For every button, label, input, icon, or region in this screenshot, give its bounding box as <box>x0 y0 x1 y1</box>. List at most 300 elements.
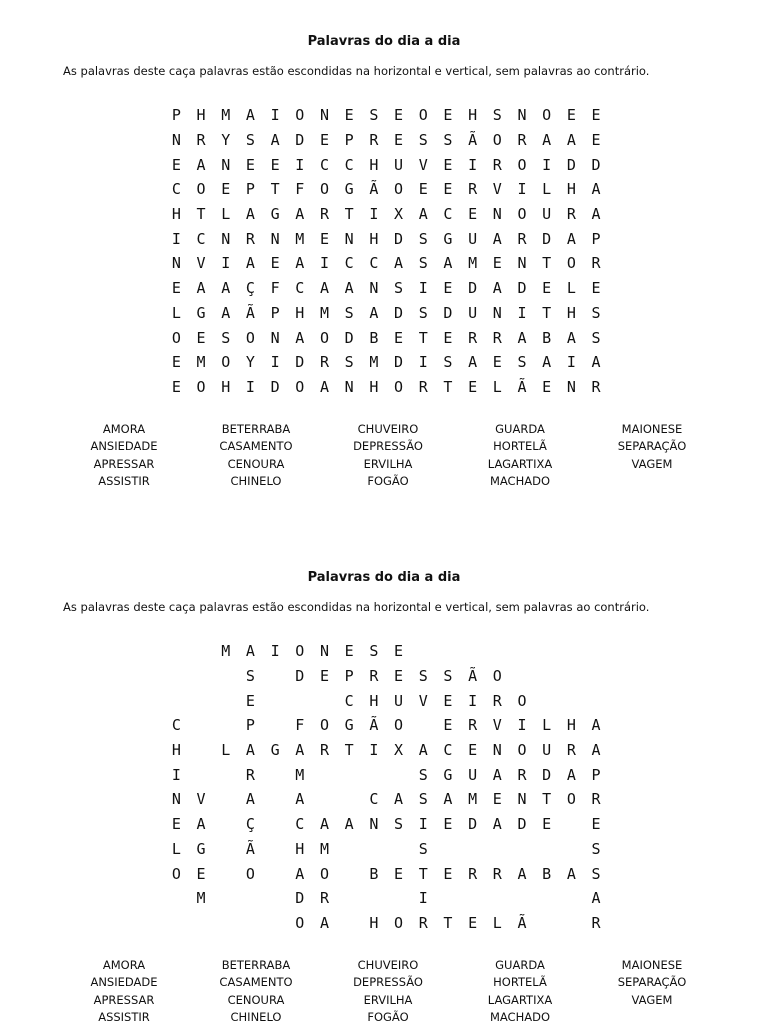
grid-letter <box>436 642 461 660</box>
grid-row <box>164 375 608 400</box>
word-item: MAIONESE <box>621 422 683 436</box>
grid-letter: E <box>394 328 404 347</box>
grid-letter: O <box>517 691 527 710</box>
grid-letter: Ç <box>245 279 255 298</box>
grid-letter: N <box>221 229 231 248</box>
grid-letter: O <box>394 716 404 735</box>
grid-letter <box>559 692 584 710</box>
grid-letter: I <box>468 691 478 710</box>
grid-row <box>164 886 608 911</box>
grid-letter: N <box>566 377 576 396</box>
grid-letter <box>287 692 312 710</box>
grid-letter: A <box>566 229 576 248</box>
grid-letter: R <box>319 353 329 372</box>
grid-row <box>164 226 608 251</box>
grid-letter: E <box>171 377 181 396</box>
grid-letter: O <box>492 667 502 686</box>
grid-letter <box>436 889 461 907</box>
grid-letter <box>362 766 387 784</box>
grid-letter: A <box>245 790 255 809</box>
grid-letter: R <box>591 790 601 809</box>
grid-letter: V <box>492 716 502 735</box>
grid-letter: A <box>295 328 305 347</box>
grid-letter: C <box>443 205 453 224</box>
grid-letter: P <box>591 765 601 784</box>
word-item: FOGÃO <box>367 1010 409 1025</box>
grid-letter <box>436 840 461 858</box>
grid-letter: Ã <box>517 377 527 396</box>
grid-letter: U <box>468 229 478 248</box>
puzzle-instructions: As palavras deste caça palavras estão escondidas na horizontal e vertical, sem palavras ao contrário. <box>63 600 650 614</box>
grid-letter: V <box>492 180 502 199</box>
grid-row <box>164 688 608 713</box>
grid-letter: O <box>171 864 181 883</box>
grid-letter <box>460 889 485 907</box>
word-item: GUARDA <box>495 958 545 972</box>
grid-letter: S <box>418 229 428 248</box>
grid-letter: S <box>492 106 502 125</box>
grid-letter <box>362 840 387 858</box>
grid-letter: F <box>270 279 280 298</box>
grid-letter: O <box>394 180 404 199</box>
word-item: CHUVEIRO <box>357 958 419 972</box>
grid-letter <box>386 840 411 858</box>
word-item: CASAMENTO <box>219 975 293 990</box>
grid-letter <box>485 889 510 907</box>
grid-letter: A <box>591 716 601 735</box>
grid-letter <box>559 914 584 932</box>
grid-letter: R <box>319 889 329 908</box>
grid-letter: H <box>171 205 181 224</box>
word-item: ANSIEDADE <box>90 439 158 454</box>
grid-letter: T <box>443 377 453 396</box>
word-item: SEPARAÇÃO <box>617 439 687 454</box>
grid-letter <box>411 716 436 734</box>
grid-letter: T <box>542 303 552 322</box>
grid-letter: A <box>542 353 552 372</box>
grid-letter: E <box>270 155 280 174</box>
grid-letter: T <box>344 741 354 760</box>
grid-letter: S <box>418 303 428 322</box>
grid-letter <box>559 889 584 907</box>
grid-letter: E <box>245 155 255 174</box>
grid-letter: I <box>517 303 527 322</box>
grid-letter <box>510 642 535 660</box>
grid-row <box>164 177 608 202</box>
grid-letter: T <box>443 913 453 932</box>
grid-letter: A <box>196 279 206 298</box>
puzzle-title: Palavras do dia a dia <box>307 570 461 585</box>
grid-letter: A <box>418 205 428 224</box>
grid-letter: Ã <box>245 839 255 858</box>
grid-letter: T <box>418 328 428 347</box>
grid-letter: F <box>295 716 305 735</box>
grid-letter <box>386 889 411 907</box>
grid-letter: I <box>171 765 181 784</box>
grid-letter: I <box>369 205 379 224</box>
grid-letter: O <box>542 106 552 125</box>
solution-grid <box>164 639 608 935</box>
letter-grid <box>164 103 608 399</box>
grid-letter: A <box>566 765 576 784</box>
grid-letter: E <box>591 815 601 834</box>
grid-letter: E <box>443 815 453 834</box>
grid-letter <box>189 716 214 734</box>
grid-letter: A <box>245 642 255 661</box>
grid-letter: O <box>394 913 404 932</box>
grid-letter: L <box>171 839 181 858</box>
grid-letter: C <box>171 716 181 735</box>
grid-letter: E <box>468 377 478 396</box>
grid-letter: X <box>394 205 404 224</box>
grid-letter <box>534 914 559 932</box>
grid-letter <box>263 667 288 685</box>
grid-letter: R <box>319 205 329 224</box>
grid-row <box>164 639 608 664</box>
grid-letter: H <box>468 106 478 125</box>
grid-letter: I <box>418 279 428 298</box>
grid-letter: S <box>418 790 428 809</box>
grid-letter: T <box>270 180 280 199</box>
grid-letter: S <box>591 328 601 347</box>
grid-letter: Ç <box>245 815 255 834</box>
grid-letter: O <box>295 106 305 125</box>
grid-letter <box>263 889 288 907</box>
grid-letter: E <box>591 131 601 150</box>
grid-letter: C <box>295 279 305 298</box>
grid-letter <box>534 840 559 858</box>
grid-letter: E <box>394 131 404 150</box>
grid-letter: O <box>566 790 576 809</box>
grid-letter <box>164 692 189 710</box>
grid-letter: S <box>418 254 428 273</box>
grid-letter <box>510 889 535 907</box>
grid-letter <box>189 766 214 784</box>
grid-letter: I <box>319 254 329 273</box>
grid-row <box>164 762 608 787</box>
grid-row <box>164 325 608 350</box>
puzzle-title: Palavras do dia a dia <box>307 34 461 49</box>
grid-letter: P <box>245 180 255 199</box>
grid-letter: T <box>542 254 552 273</box>
grid-letter: R <box>517 765 527 784</box>
grid-letter <box>238 889 263 907</box>
grid-letter: M <box>468 790 478 809</box>
grid-row <box>164 276 608 301</box>
word-item: HORTELÃ <box>493 975 547 990</box>
grid-letter: M <box>196 889 206 908</box>
word-item: SEPARAÇÃO <box>617 975 687 990</box>
grid-letter: C <box>171 180 181 199</box>
grid-letter: Ã <box>468 131 478 150</box>
grid-letter: D <box>394 229 404 248</box>
grid-letter: G <box>443 765 453 784</box>
grid-letter <box>164 889 189 907</box>
grid-letter <box>213 766 238 784</box>
grid-letter <box>189 914 214 932</box>
grid-letter: I <box>418 815 428 834</box>
grid-letter: L <box>566 279 576 298</box>
grid-letter: E <box>196 864 206 883</box>
grid-letter: V <box>196 254 206 273</box>
grid-letter: S <box>443 131 453 150</box>
grid-letter: R <box>468 180 478 199</box>
grid-letter: R <box>369 131 379 150</box>
grid-letter: V <box>418 155 428 174</box>
grid-letter: L <box>542 716 552 735</box>
grid-letter: Ã <box>517 913 527 932</box>
grid-letter: P <box>344 667 354 686</box>
word-column <box>322 957 454 1027</box>
grid-letter: E <box>171 353 181 372</box>
grid-letter: O <box>319 180 329 199</box>
word-item: FOGÃO <box>367 474 409 489</box>
grid-letter: M <box>196 353 206 372</box>
word-item: HORTELÃ <box>493 439 547 454</box>
grid-row <box>164 251 608 276</box>
grid-letter: N <box>171 790 181 809</box>
grid-letter <box>510 840 535 858</box>
grid-letter <box>213 667 238 685</box>
grid-letter: L <box>171 303 181 322</box>
grid-letter: Ã <box>369 180 379 199</box>
grid-letter <box>213 889 238 907</box>
grid-letter: O <box>319 864 329 883</box>
word-item: ASSISTIR <box>98 1010 150 1025</box>
grid-row <box>164 350 608 375</box>
word-item: VAGEM <box>631 456 673 471</box>
grid-letter: C <box>369 254 379 273</box>
grid-letter <box>213 692 238 710</box>
grid-letter: A <box>591 741 601 760</box>
word-item: DEPRESSÃO <box>353 439 423 454</box>
grid-letter: O <box>295 377 305 396</box>
grid-letter: G <box>196 303 206 322</box>
grid-letter: R <box>196 131 206 150</box>
grid-letter: S <box>369 106 379 125</box>
grid-letter: S <box>591 839 601 858</box>
grid-letter: V <box>418 691 428 710</box>
word-column <box>58 957 190 1027</box>
grid-letter: E <box>344 642 354 661</box>
grid-letter: R <box>319 741 329 760</box>
word-item: CENOURA <box>227 992 285 1007</box>
grid-letter: O <box>319 716 329 735</box>
word-item: MAIONESE <box>621 958 683 972</box>
grid-letter: A <box>591 180 601 199</box>
grid-letter: O <box>221 353 231 372</box>
grid-letter: I <box>270 106 280 125</box>
grid-letter: S <box>344 303 354 322</box>
grid-letter <box>189 667 214 685</box>
grid-letter: E <box>196 328 206 347</box>
grid-letter <box>337 840 362 858</box>
grid-letter: I <box>542 155 552 174</box>
grid-letter: P <box>344 131 354 150</box>
grid-letter: H <box>369 229 379 248</box>
grid-letter <box>337 790 362 808</box>
grid-letter: E <box>443 106 453 125</box>
grid-letter: G <box>196 839 206 858</box>
grid-letter <box>263 692 288 710</box>
grid-letter: A <box>394 254 404 273</box>
grid-letter: H <box>196 106 206 125</box>
word-column <box>58 421 190 491</box>
grid-letter: S <box>443 353 453 372</box>
grid-letter: I <box>517 716 527 735</box>
grid-letter: L <box>221 741 231 760</box>
grid-letter: S <box>418 765 428 784</box>
grid-letter: E <box>443 864 453 883</box>
word-item: ASSISTIR <box>98 474 150 489</box>
grid-letter: N <box>319 106 329 125</box>
grid-letter: N <box>319 642 329 661</box>
word-item: VAGEM <box>631 992 673 1007</box>
grid-letter <box>460 840 485 858</box>
grid-letter <box>312 790 337 808</box>
grid-letter: D <box>295 889 305 908</box>
grid-letter: A <box>319 377 329 396</box>
grid-letter <box>213 914 238 932</box>
grid-letter: O <box>566 254 576 273</box>
grid-letter: A <box>591 205 601 224</box>
grid-letter: I <box>369 741 379 760</box>
word-item: LAGARTIXA <box>487 456 553 471</box>
grid-letter: E <box>443 691 453 710</box>
grid-row <box>164 787 608 812</box>
grid-letter: R <box>369 667 379 686</box>
grid-letter: V <box>196 790 206 809</box>
word-item: CASAMENTO <box>219 439 293 454</box>
grid-letter: A <box>295 864 305 883</box>
grid-letter: D <box>468 279 478 298</box>
grid-letter: A <box>270 131 280 150</box>
grid-letter: S <box>369 642 379 661</box>
grid-letter: O <box>517 741 527 760</box>
grid-letter <box>534 692 559 710</box>
grid-letter: E <box>171 279 181 298</box>
grid-letter: A <box>591 353 601 372</box>
grid-letter: N <box>171 254 181 273</box>
grid-letter: B <box>369 864 379 883</box>
grid-letter: E <box>468 741 478 760</box>
word-column <box>190 421 322 491</box>
grid-letter: P <box>270 303 280 322</box>
grid-letter: S <box>418 839 428 858</box>
grid-letter: N <box>492 741 502 760</box>
grid-letter: N <box>369 279 379 298</box>
grid-letter: E <box>492 790 502 809</box>
grid-letter: A <box>517 864 527 883</box>
grid-letter: L <box>542 180 552 199</box>
word-column <box>586 421 718 491</box>
grid-letter: E <box>221 180 231 199</box>
grid-letter: C <box>295 815 305 834</box>
word-item: AMORA <box>102 958 146 972</box>
grid-letter: A <box>295 254 305 273</box>
grid-letter: D <box>468 815 478 834</box>
grid-letter: I <box>270 353 280 372</box>
grid-letter: H <box>171 741 181 760</box>
grid-letter: N <box>517 254 527 273</box>
grid-letter: Y <box>221 131 231 150</box>
grid-letter <box>189 642 214 660</box>
word-item: BETERRABA <box>221 958 291 972</box>
grid-letter: N <box>171 131 181 150</box>
grid-letter <box>411 642 436 660</box>
grid-letter: Ã <box>468 667 478 686</box>
grid-letter <box>510 667 535 685</box>
grid-letter <box>263 840 288 858</box>
grid-letter <box>559 840 584 858</box>
grid-letter: U <box>468 765 478 784</box>
grid-letter: O <box>196 377 206 396</box>
grid-letter <box>534 889 559 907</box>
grid-letter: D <box>542 765 552 784</box>
grid-letter <box>263 815 288 833</box>
grid-letter: N <box>344 377 354 396</box>
grid-letter: E <box>492 353 502 372</box>
grid-letter: M <box>369 353 379 372</box>
word-item: BETERRABA <box>221 422 291 436</box>
grid-letter: A <box>319 815 329 834</box>
grid-letter <box>460 642 485 660</box>
grid-letter: E <box>394 667 404 686</box>
grid-letter: M <box>319 303 329 322</box>
grid-letter: B <box>542 864 552 883</box>
grid-letter: E <box>468 205 478 224</box>
grid-letter: S <box>344 353 354 372</box>
grid-letter: A <box>319 913 329 932</box>
grid-letter: N <box>270 229 280 248</box>
grid-letter: I <box>517 180 527 199</box>
grid-letter: E <box>492 254 502 273</box>
grid-letter: A <box>492 279 502 298</box>
grid-letter: E <box>443 180 453 199</box>
grid-letter: A <box>344 279 354 298</box>
grid-letter: E <box>566 106 576 125</box>
grid-letter: S <box>591 864 601 883</box>
word-item: ERVILHA <box>363 456 413 471</box>
grid-letter: A <box>245 254 255 273</box>
word-column <box>454 957 586 1027</box>
grid-letter: O <box>245 328 255 347</box>
grid-letter: I <box>295 155 305 174</box>
grid-letter <box>263 790 288 808</box>
grid-letter: S <box>418 667 428 686</box>
grid-letter: A <box>196 155 206 174</box>
grid-letter: U <box>468 303 478 322</box>
grid-letter: G <box>270 741 280 760</box>
grid-letter: E <box>542 377 552 396</box>
grid-letter <box>584 692 609 710</box>
grid-letter: N <box>221 155 231 174</box>
word-item: ERVILHA <box>363 992 413 1007</box>
grid-letter: R <box>591 377 601 396</box>
grid-letter: U <box>394 691 404 710</box>
grid-letter: E <box>468 913 478 932</box>
grid-letter <box>312 766 337 784</box>
grid-letter: R <box>517 229 527 248</box>
grid-letter: H <box>295 839 305 858</box>
grid-letter: H <box>369 691 379 710</box>
grid-letter <box>213 790 238 808</box>
grid-letter: A <box>492 815 502 834</box>
grid-letter: R <box>492 155 502 174</box>
grid-letter: E <box>394 864 404 883</box>
grid-letter <box>584 642 609 660</box>
grid-letter: E <box>171 815 181 834</box>
